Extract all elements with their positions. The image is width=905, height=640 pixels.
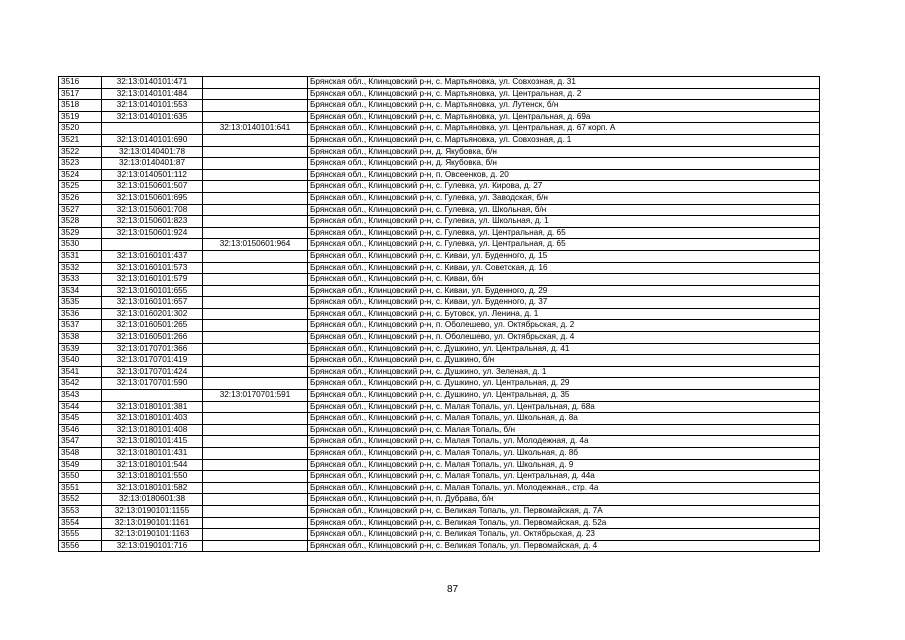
cadastral-number-cell: 32:13:0190101:1155 [102, 505, 203, 517]
row-number-cell: 3547 [59, 436, 102, 448]
table-row [59, 366, 820, 378]
table-row [59, 308, 820, 320]
address-cell: Брянская обл., Клинцовский р-н, с. Душкино, б/н [308, 355, 820, 367]
related-cadastral-number-cell [203, 181, 308, 193]
table-row [59, 459, 820, 471]
row-number-cell: 3531 [59, 250, 102, 262]
address-cell: Брянская обл., Клинцовский р-н, с. Великая Топаль, ул. Октябрьская, д. 23 [308, 529, 820, 541]
cadastral-number-cell: 32:13:0180101:550 [102, 471, 203, 483]
cadastral-number-cell: 32:13:0170701:424 [102, 366, 203, 378]
address-cell: Брянская обл., Клинцовский р-н, с. Гулевка, ул. Центральная, д. 65 [308, 227, 820, 239]
row-number-cell: 3540 [59, 355, 102, 367]
address-cell: Брянская обл., Клинцовский р-н, с. Малая Топаль, ул. Молодежная, д. 4а [308, 436, 820, 448]
table-row [59, 436, 820, 448]
table-row [59, 100, 820, 112]
cadastral-number-cell: 32:13:0140101:635 [102, 111, 203, 123]
related-cadastral-number-cell [203, 262, 308, 274]
cadastral-number-cell: 32:13:0190101:716 [102, 540, 203, 552]
cadastral-number-cell: 32:13:0140401:78 [102, 146, 203, 158]
table-row [59, 540, 820, 552]
related-cadastral-number-cell [203, 413, 308, 425]
cadastral-number-cell: 32:13:0180101:415 [102, 436, 203, 448]
address-cell: Брянская обл., Клинцовский р-н, д. Якубовка, б/н [308, 158, 820, 170]
address-cell: Брянская обл., Клинцовский р-н, с. Малая Топаль, ул. Школьная, д. 9 [308, 459, 820, 471]
address-cell: Брянская обл., Клинцовский р-н, с. Киваи, ул. Буденного, д. 37 [308, 297, 820, 309]
table-row [59, 169, 820, 181]
related-cadastral-number-cell [203, 192, 308, 204]
row-number-cell: 3539 [59, 343, 102, 355]
cadastral-number-cell: 32:13:0140101:484 [102, 88, 203, 100]
table-row [59, 343, 820, 355]
cadastral-number-cell: 32:13:0160501:266 [102, 332, 203, 344]
address-cell: Брянская обл., Клинцовский р-н, с. Мартьяновка, ул. Лутенск, б/н [308, 100, 820, 112]
table-row [59, 192, 820, 204]
related-cadastral-number-cell [203, 158, 308, 170]
cadastral-number-cell: 32:13:0160101:657 [102, 297, 203, 309]
cadastral-number-cell: 32:13:0140101:553 [102, 100, 203, 112]
table-row [59, 471, 820, 483]
row-number-cell: 3541 [59, 366, 102, 378]
row-number-cell: 3520 [59, 123, 102, 135]
related-cadastral-number-cell [203, 529, 308, 541]
address-cell: Брянская обл., Клинцовский р-н, с. Киваи, ул. Советская, д. 16 [308, 262, 820, 274]
row-number-cell: 3545 [59, 413, 102, 425]
row-number-cell: 3553 [59, 505, 102, 517]
table-row [59, 297, 820, 309]
cadastral-number-cell: 32:13:0180101:544 [102, 459, 203, 471]
table-row [59, 77, 820, 89]
cadastral-number-cell: 32:13:0160101:573 [102, 262, 203, 274]
related-cadastral-number-cell [203, 285, 308, 297]
table-row [59, 227, 820, 239]
row-number-cell: 3525 [59, 181, 102, 193]
address-cell: Брянская обл., Клинцовский р-н, п. Оболешево, ул. Октябрьская, д. 2 [308, 320, 820, 332]
row-number-cell: 3544 [59, 401, 102, 413]
related-cadastral-number-cell [203, 77, 308, 89]
table-row [59, 146, 820, 158]
related-cadastral-number-cell [203, 297, 308, 309]
address-cell: Брянская обл., Клинцовский р-н, с. Душкино, ул. Зеленая, д. 1 [308, 366, 820, 378]
address-cell: Брянская обл., Клинцовский р-н, с. Гулевка, ул. Кирова, д. 27 [308, 181, 820, 193]
table-row [59, 482, 820, 494]
cadastral-number-cell: 32:13:0150601:924 [102, 227, 203, 239]
cadastral-number-cell: 32:13:0180101:408 [102, 424, 203, 436]
cadastral-number-cell: 32:13:0150601:708 [102, 204, 203, 216]
row-number-cell: 3529 [59, 227, 102, 239]
row-number-cell: 3516 [59, 77, 102, 89]
address-cell: Брянская обл., Клинцовский р-н, с. Душкино, ул. Центральная, д. 41 [308, 343, 820, 355]
table-row [59, 250, 820, 262]
address-cell: Брянская обл., Клинцовский р-н, с. Великая Топаль, ул. Первомайская, д. 7А [308, 505, 820, 517]
related-cadastral-number-cell: 32:13:0140101:641 [203, 123, 308, 135]
address-cell: Брянская обл., Клинцовский р-н, с. Мартьяновка, ул. Центральная, д. 67 корп. А [308, 123, 820, 135]
table-row [59, 448, 820, 460]
row-number-cell: 3542 [59, 378, 102, 390]
cadastral-number-cell: 32:13:0160101:655 [102, 285, 203, 297]
related-cadastral-number-cell [203, 204, 308, 216]
related-cadastral-number-cell [203, 459, 308, 471]
cadastral-number-cell: 32:13:0170701:366 [102, 343, 203, 355]
table-row [59, 204, 820, 216]
table-row [59, 134, 820, 146]
row-number-cell: 3521 [59, 134, 102, 146]
cadastral-number-cell: 32:13:0140101:690 [102, 134, 203, 146]
row-number-cell: 3552 [59, 494, 102, 506]
address-cell: Брянская обл., Клинцовский р-н, с. Малая Топаль, ул. Центральная, д. 68а [308, 401, 820, 413]
cadastral-number-cell: 32:13:0140401:87 [102, 158, 203, 170]
address-cell: Брянская обл., Клинцовский р-н, с. Великая Топаль, ул. Первомайская, д. 4 [308, 540, 820, 552]
related-cadastral-number-cell [203, 216, 308, 228]
row-number-cell: 3551 [59, 482, 102, 494]
cadastral-number-cell [102, 239, 203, 251]
row-number-cell: 3522 [59, 146, 102, 158]
address-cell: Брянская обл., Клинцовский р-н, п. Дубрава, б/н [308, 494, 820, 506]
related-cadastral-number-cell [203, 308, 308, 320]
related-cadastral-number-cell [203, 169, 308, 181]
row-number-cell: 3534 [59, 285, 102, 297]
cadastral-number-cell: 32:13:0180101:431 [102, 448, 203, 460]
table-row [59, 274, 820, 286]
row-number-cell: 3526 [59, 192, 102, 204]
address-cell: Брянская обл., Клинцовский р-н, с. Киваи, ул. Буденного, д. 15 [308, 250, 820, 262]
related-cadastral-number-cell [203, 471, 308, 483]
related-cadastral-number-cell: 32:13:0150601:964 [203, 239, 308, 251]
address-cell: Брянская обл., Клинцовский р-н, с. Малая Топаль, ул. Школьная, д. 8а [308, 413, 820, 425]
row-number-cell: 3517 [59, 88, 102, 100]
address-cell: Брянская обл., Клинцовский р-н, с. Великая Топаль, ул. Первомайская, д. 52а [308, 517, 820, 529]
cadastral-number-cell: 32:13:0150601:695 [102, 192, 203, 204]
table-row [59, 401, 820, 413]
related-cadastral-number-cell [203, 436, 308, 448]
address-cell: Брянская обл., Клинцовский р-н, с. Мартьяновка, ул. Центральная, д. 69а [308, 111, 820, 123]
row-number-cell: 3518 [59, 100, 102, 112]
row-number-cell: 3530 [59, 239, 102, 251]
related-cadastral-number-cell [203, 424, 308, 436]
related-cadastral-number-cell [203, 134, 308, 146]
table-row [59, 517, 820, 529]
registry-table-body [59, 77, 820, 552]
row-number-cell: 3532 [59, 262, 102, 274]
cadastral-number-cell: 32:13:0140501:112 [102, 169, 203, 181]
cadastral-number-cell: 32:13:0150601:507 [102, 181, 203, 193]
address-cell: Брянская обл., Клинцовский р-н, с. Мартьяновка, ул. Совхозная, д. 1 [308, 134, 820, 146]
row-number-cell: 3554 [59, 517, 102, 529]
related-cadastral-number-cell [203, 274, 308, 286]
address-cell: Брянская обл., Клинцовский р-н, с. Гулевка, ул. Школьная, б/н [308, 204, 820, 216]
table-row [59, 378, 820, 390]
address-cell: Брянская обл., Клинцовский р-н, с. Малая Топаль, ул. Центральная, д. 44а [308, 471, 820, 483]
row-number-cell: 3524 [59, 169, 102, 181]
address-cell: Брянская обл., Клинцовский р-н, с. Киваи, ул. Буденного, д. 29 [308, 285, 820, 297]
related-cadastral-number-cell [203, 401, 308, 413]
related-cadastral-number-cell [203, 494, 308, 506]
address-cell: Брянская обл., Клинцовский р-н, с. Мартьяновка, ул. Совхозная, д. 31 [308, 77, 820, 89]
related-cadastral-number-cell [203, 448, 308, 460]
related-cadastral-number-cell: 32:13:0170701:591 [203, 390, 308, 402]
table-row [59, 216, 820, 228]
cadastral-number-cell: 32:13:0180101:403 [102, 413, 203, 425]
row-number-cell: 3549 [59, 459, 102, 471]
row-number-cell: 3527 [59, 204, 102, 216]
table-row [59, 320, 820, 332]
table-row [59, 239, 820, 251]
row-number-cell: 3546 [59, 424, 102, 436]
row-number-cell: 3538 [59, 332, 102, 344]
table-row [59, 332, 820, 344]
address-cell: Брянская обл., Клинцовский р-н, с. Малая Топаль, ул. Школьная, д. 8б [308, 448, 820, 460]
table-row [59, 494, 820, 506]
cadastral-number-cell: 32:13:0190101:1163 [102, 529, 203, 541]
address-cell: Брянская обл., Клинцовский р-н, с. Малая Топаль, ул. Молодежная., стр. 4а [308, 482, 820, 494]
cadastral-number-cell: 32:13:0170701:419 [102, 355, 203, 367]
table-row [59, 355, 820, 367]
related-cadastral-number-cell [203, 366, 308, 378]
related-cadastral-number-cell [203, 355, 308, 367]
row-number-cell: 3536 [59, 308, 102, 320]
table-row [59, 390, 820, 402]
page-number: 87 [446, 584, 459, 595]
row-number-cell: 3537 [59, 320, 102, 332]
cadastral-number-cell: 32:13:0160501:265 [102, 320, 203, 332]
cadastral-number-cell: 32:13:0180601:38 [102, 494, 203, 506]
address-cell: Брянская обл., Клинцовский р-н, с. Киваи, б/н [308, 274, 820, 286]
table-row [59, 111, 820, 123]
row-number-cell: 3519 [59, 111, 102, 123]
related-cadastral-number-cell [203, 100, 308, 112]
row-number-cell: 3550 [59, 471, 102, 483]
related-cadastral-number-cell [203, 320, 308, 332]
address-cell: Брянская обл., Клинцовский р-н, п. Оболешево, ул. Октябрьская, д. 4 [308, 332, 820, 344]
address-cell: Брянская обл., Клинцовский р-н, с. Гулевка, ул. Школьная, д. 1 [308, 216, 820, 228]
row-number-cell: 3535 [59, 297, 102, 309]
table-row [59, 529, 820, 541]
table-row [59, 181, 820, 193]
related-cadastral-number-cell [203, 517, 308, 529]
cadastral-number-cell [102, 390, 203, 402]
address-cell: Брянская обл., Клинцовский р-н, с. Гулевка, ул. Центральная, д. 65 [308, 239, 820, 251]
row-number-cell: 3523 [59, 158, 102, 170]
row-number-cell: 3543 [59, 390, 102, 402]
related-cadastral-number-cell [203, 332, 308, 344]
address-cell: Брянская обл., Клинцовский р-н, с. Душкино, ул. Центральная, д. 29 [308, 378, 820, 390]
cadastral-number-cell: 32:13:0180101:381 [102, 401, 203, 413]
related-cadastral-number-cell [203, 505, 308, 517]
table-row [59, 123, 820, 135]
related-cadastral-number-cell [203, 540, 308, 552]
related-cadastral-number-cell [203, 250, 308, 262]
address-cell: Брянская обл., Клинцовский р-н, с. Мартьяновка, ул. Центральная, д. 2 [308, 88, 820, 100]
table-row [59, 505, 820, 517]
row-number-cell: 3548 [59, 448, 102, 460]
cadastral-number-cell: 32:13:0160201:302 [102, 308, 203, 320]
cadastral-number-cell: 32:13:0180101:582 [102, 482, 203, 494]
row-number-cell: 3555 [59, 529, 102, 541]
cadastral-number-cell: 32:13:0160101:437 [102, 250, 203, 262]
row-number-cell: 3528 [59, 216, 102, 228]
related-cadastral-number-cell [203, 227, 308, 239]
address-cell: Брянская обл., Клинцовский р-н, с. Бутовск, ул. Ленина, д. 1 [308, 308, 820, 320]
related-cadastral-number-cell [203, 343, 308, 355]
cadastral-number-cell: 32:13:0160101:579 [102, 274, 203, 286]
related-cadastral-number-cell [203, 88, 308, 100]
related-cadastral-number-cell [203, 378, 308, 390]
table-row [59, 158, 820, 170]
address-cell: Брянская обл., Клинцовский р-н, п. Овсеенков, д. 20 [308, 169, 820, 181]
row-number-cell: 3556 [59, 540, 102, 552]
cadastral-number-cell: 32:13:0190101:1161 [102, 517, 203, 529]
table-row [59, 262, 820, 274]
table-row [59, 424, 820, 436]
address-cell: Брянская обл., Клинцовский р-н, д. Якубовка, б/н [308, 146, 820, 158]
cadastral-number-cell: 32:13:0170701:590 [102, 378, 203, 390]
cadastral-number-cell [102, 123, 203, 135]
cadastral-number-cell: 32:13:0150601:823 [102, 216, 203, 228]
table-row [59, 413, 820, 425]
cadastral-number-cell: 32:13:0140101:471 [102, 77, 203, 89]
address-cell: Брянская обл., Клинцовский р-н, с. Малая Топаль, б/н [308, 424, 820, 436]
table-row [59, 88, 820, 100]
registry-table [58, 76, 820, 552]
table-row [59, 285, 820, 297]
address-cell: Брянская обл., Клинцовский р-н, с. Душкино, ул. Центральная, д. 35 [308, 390, 820, 402]
related-cadastral-number-cell [203, 111, 308, 123]
related-cadastral-number-cell [203, 482, 308, 494]
row-number-cell: 3533 [59, 274, 102, 286]
related-cadastral-number-cell [203, 146, 308, 158]
address-cell: Брянская обл., Клинцовский р-н, с. Гулевка, ул. Заводская, б/н [308, 192, 820, 204]
